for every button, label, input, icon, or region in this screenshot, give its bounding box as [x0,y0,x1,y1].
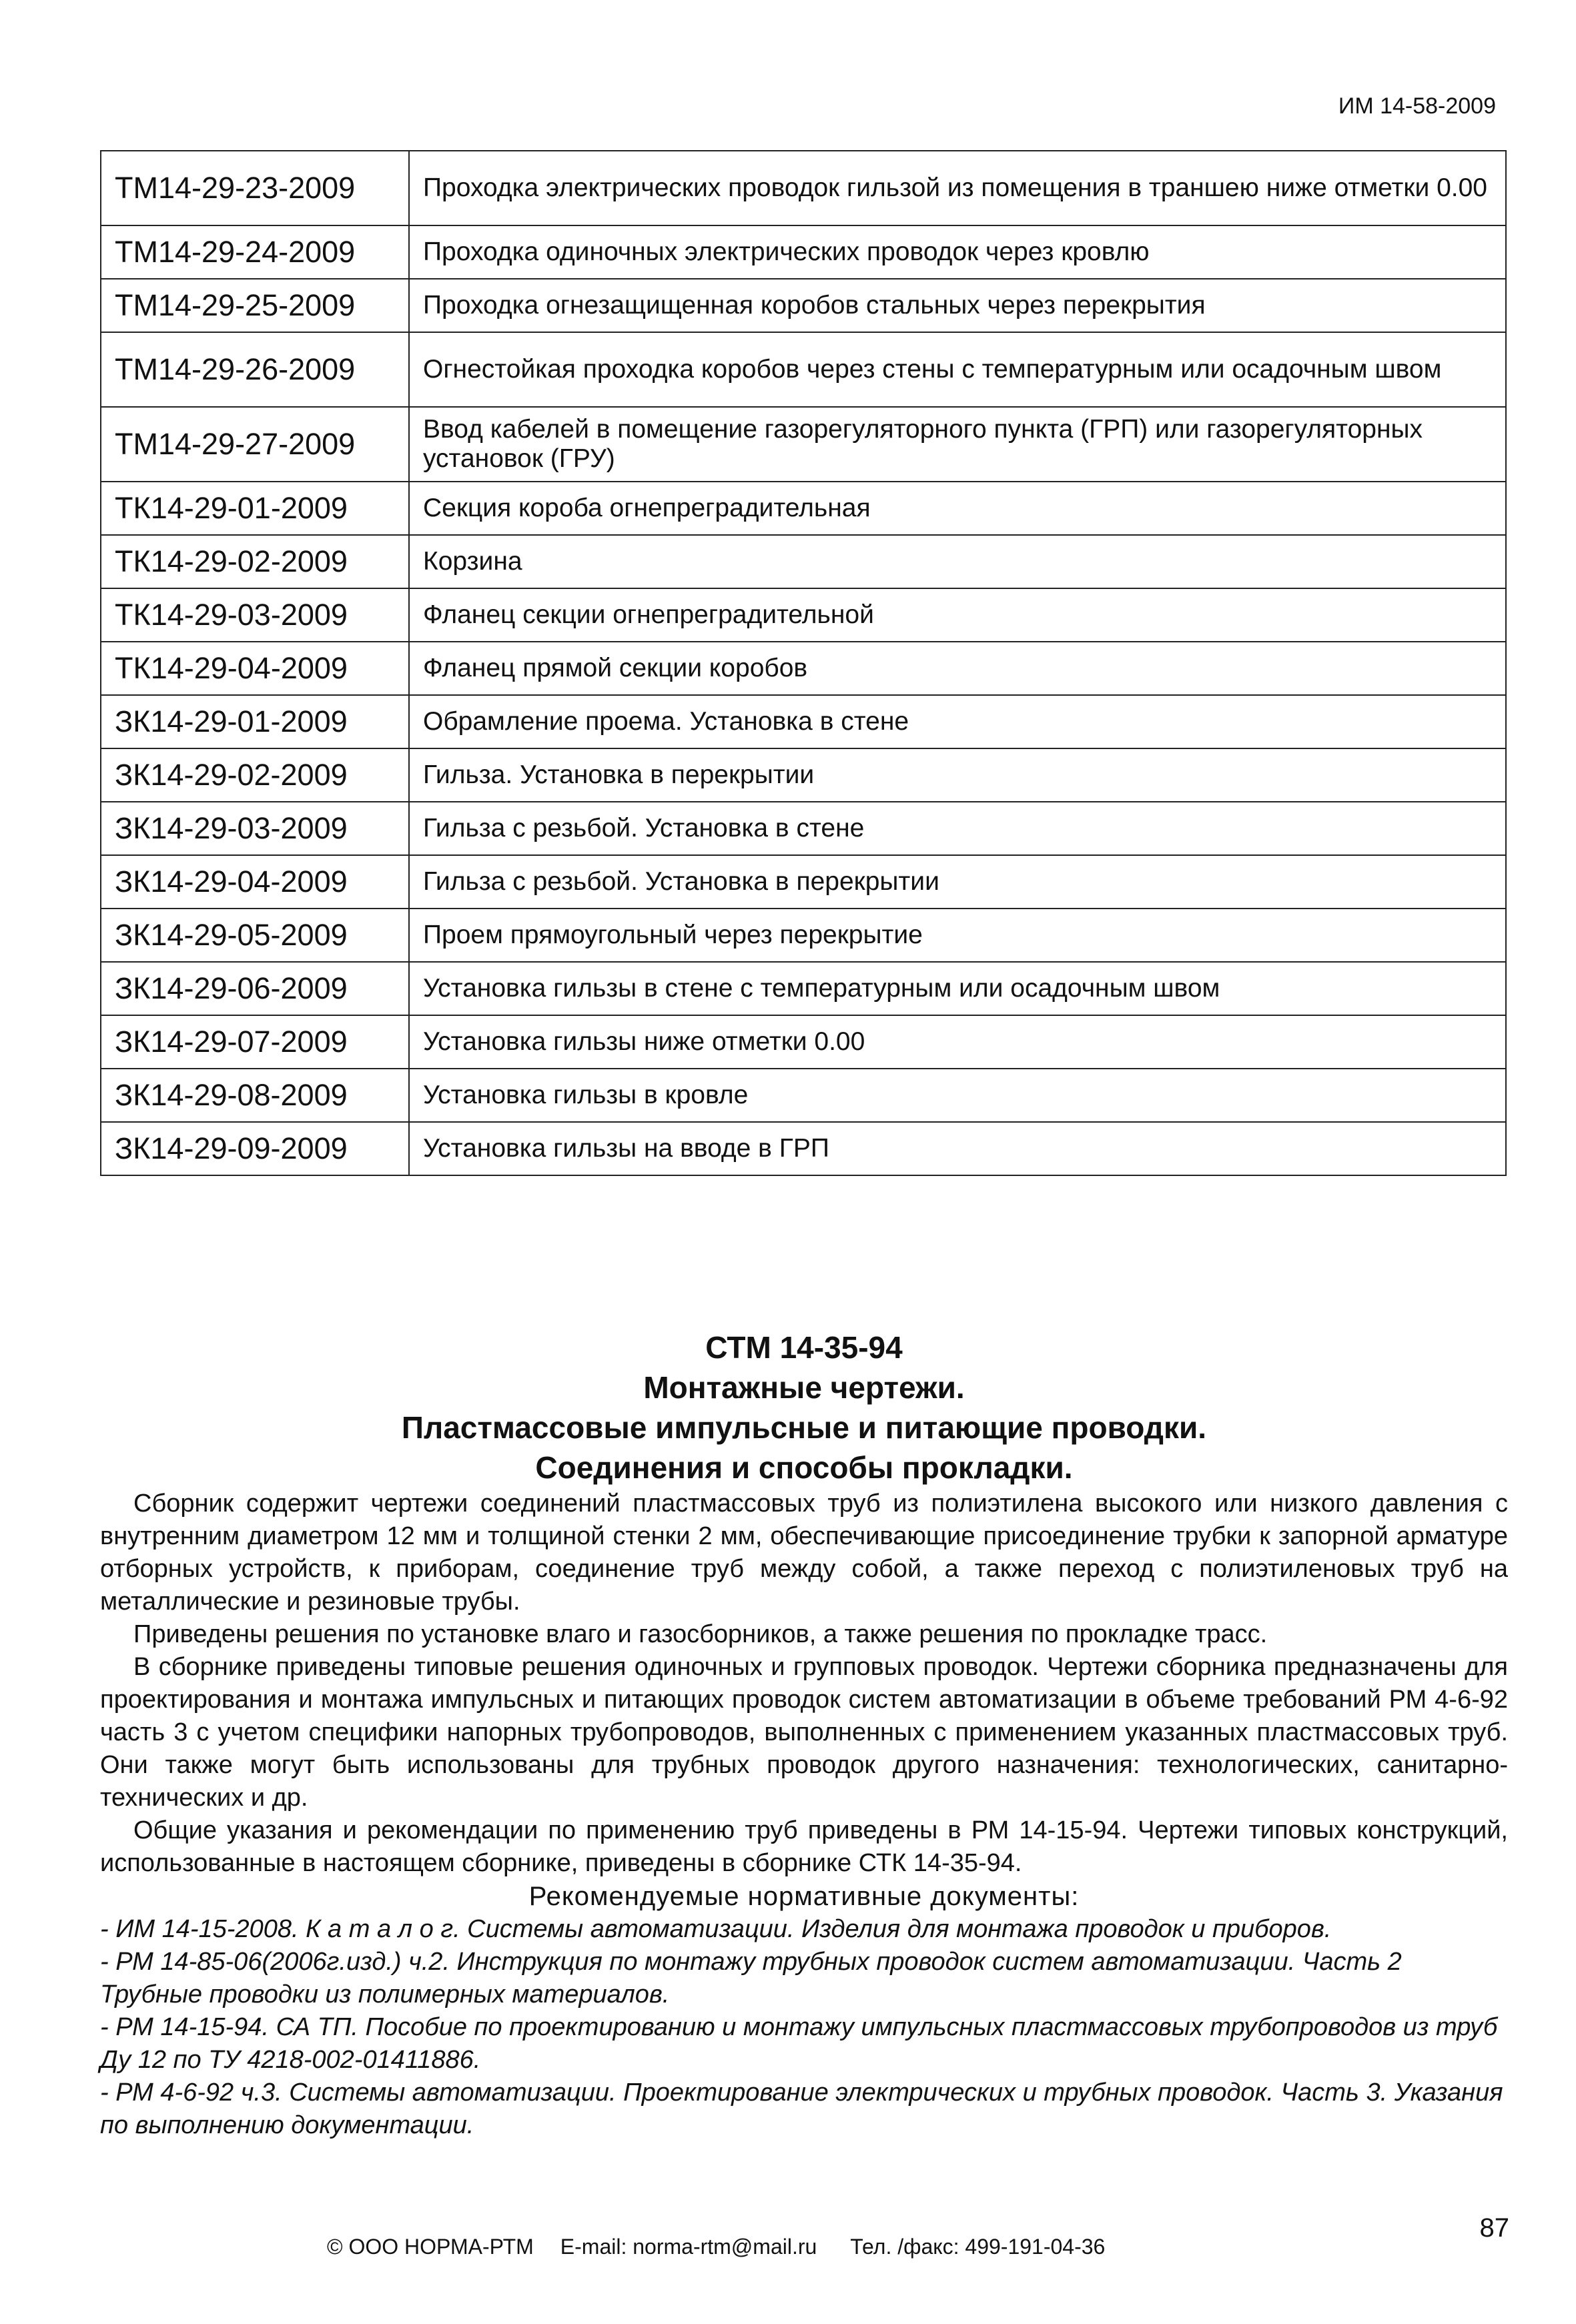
drawing-description: Фланец секции огнепреградительной [409,588,1506,642]
table-row [101,1122,1506,1175]
drawing-description: Установка гильзы в стене с температурным или осадочным швом [409,962,1506,1015]
table-row [101,855,1506,909]
drawing-code: ЗК14-29-04-2009 [101,855,409,909]
stm-section [100,1327,1508,2142]
drawing-code: ТМ14-29-26-2009 [101,332,409,407]
section-title-line: Монтажные чертежи. [643,1370,965,1405]
section-title [100,1327,1508,1488]
recommended-docs-heading: Рекомендуемые нормативные документы: [528,1882,1080,1911]
drawing-code: ТК14-29-04-2009 [101,642,409,695]
body-paragraph: В сборнике приведены типовые решения одиночных и групповых проводок. Чертежи сборника предназначены для проектирования и монтажа импульсных и питающих проводок систем автоматизации в объеме требований РМ 4-6-92 часть 3 с учетом специфики напорных трубопроводов, выполненных с применением указанных пластмассовых труб. Они также могут быть использованы для трубных проводок другого назначения: технологических, санитарно-технических и др. [100,1653,1508,1812]
footer-email: E-mail: norma-rtm@mail.ru [560,2235,817,2259]
drawing-description: Ввод кабелей в помещение газорегуляторного пункта (ГРП) или газорегуляторных установок (ГРУ) [409,407,1506,482]
section-title-line: Соединения и способы прокладки. [535,1450,1073,1485]
drawing-description: Установка гильзы на вводе в ГРП [409,1122,1506,1175]
table-row [101,151,1506,225]
table-row [101,1069,1506,1122]
reference-item: - ИМ 14-15-2008. К а т а л о г. Системы автоматизации. Изделия для монтажа проводок и приборов. [100,1915,1332,1943]
drawing-code: ЗК14-29-07-2009 [101,1015,409,1069]
table-row [101,909,1506,962]
drawing-code: ТК14-29-02-2009 [101,535,409,588]
drawing-description: Гильза с резьбой. Установка в перекрытии [409,855,1506,909]
body-paragraph: Приведены решения по установке влаго и газосборников, а также решения по прокладке трасс. [133,1620,1268,1648]
drawing-code: ЗК14-29-05-2009 [101,909,409,962]
drawing-description: Проходка одиночных электрических проводок через кровлю [409,225,1506,279]
table-row [101,748,1506,802]
reference-item: - РМ 14-85-06(2006г.изд.) ч.2. Инструкция по монтажу трубных проводок систем автоматизации. Часть 2 Трубные проводки из полимерных материалов. [100,1948,1402,2008]
drawing-code: ЗК14-29-02-2009 [101,748,409,802]
table-row [101,279,1506,332]
table-row [101,332,1506,407]
section-title-line: СТМ 14-35-94 [705,1330,903,1365]
table-row [101,225,1506,279]
section-title-line: Пластмассовые импульсные и питающие проводки. [401,1410,1207,1445]
drawing-code: ТК14-29-03-2009 [101,588,409,642]
drawing-description: Установка гильзы в кровле [409,1069,1506,1122]
drawing-code: ЗК14-29-08-2009 [101,1069,409,1122]
table-row [101,482,1506,535]
drawing-code: ТК14-29-01-2009 [101,482,409,535]
drawing-description: Обрамление проема. Установка в стене [409,695,1506,748]
drawing-description: Фланец прямой секции коробов [409,642,1506,695]
drawing-code: ЗК14-29-03-2009 [101,802,409,855]
table-row [101,1015,1506,1069]
drawing-description: Корзина [409,535,1506,588]
reference-list [100,1913,1508,2142]
footer-company: © ООО НОРМА-РТМ [327,2235,534,2259]
drawing-code: ТМ14-29-25-2009 [101,279,409,332]
drawing-description: Проходка огнезащищенная коробов стальных через перекрытия [409,279,1506,332]
drawing-description: Установка гильзы ниже отметки 0.00 [409,1015,1506,1069]
table-row [101,695,1506,748]
drawing-code: ТМ14-29-23-2009 [101,151,409,225]
table-row [101,588,1506,642]
reference-item: - РМ 14-15-94. СА ТП. Пособие по проектированию и монтажу импульсных пластмассовых трубопроводов из труб Ду 12 по ТУ 4218-002-01411886. [100,2013,1498,2074]
drawing-code: ТМ14-29-24-2009 [101,225,409,279]
drawing-code: ЗК14-29-01-2009 [101,695,409,748]
table-row [101,962,1506,1015]
drawings-table [100,150,1507,1176]
table-row [101,407,1506,482]
drawing-code: ЗК14-29-06-2009 [101,962,409,1015]
body-paragraph: Общие указания и рекомендации по применению труб приведены в РМ 14-15-94. Чертежи типовых конструкций, использованные в настоящем сборнике, приведены в сборнике СТК 14-35-94. [100,1816,1508,1877]
drawing-code: ТМ14-29-27-2009 [101,407,409,482]
drawing-description: Проходка электрических проводок гильзой из помещения в траншею ниже отметки 0.00 [409,151,1506,225]
drawing-description: Секция короба огнепреградительная [409,482,1506,535]
drawing-description: Проем прямоугольный через перекрытие [409,909,1506,962]
drawing-description: Гильза с резьбой. Установка в стене [409,802,1506,855]
section-body [100,1488,1508,1880]
table-row [101,802,1506,855]
drawing-description: Огнестойкая проходка коробов через стены с температурным или осадочным швом [409,332,1506,407]
drawing-description: Гильза. Установка в перекрытии [409,748,1506,802]
drawing-code: ЗК14-29-09-2009 [101,1122,409,1175]
footer-phone: Тел. /факс: 499-191-04-36 [850,2235,1106,2259]
page-footer [327,2235,1105,2259]
page-number: 87 [1479,2213,1509,2243]
body-paragraph: Сборник содержит чертежи соединений пластмассовых труб из полиэтилена высокого или низкого давления с внутренним диаметром 12 мм и толщиной стенки 2 мм, обеспечивающие присоединение трубки к запорной арматуре отборных устройств, к приборам, соединение труб между собой, а также переход с полиэтиленовых труб на металлические и резиновые трубы. [100,1490,1508,1616]
reference-item: - РМ 4-6-92 ч.3. Системы автоматизации. Проектирование электрических и трубных проводок. Часть 3. Указания по выполнению документации. [100,2079,1503,2139]
table-row [101,642,1506,695]
table-row [101,535,1506,588]
document-code: ИМ 14-58-2009 [1338,93,1496,119]
